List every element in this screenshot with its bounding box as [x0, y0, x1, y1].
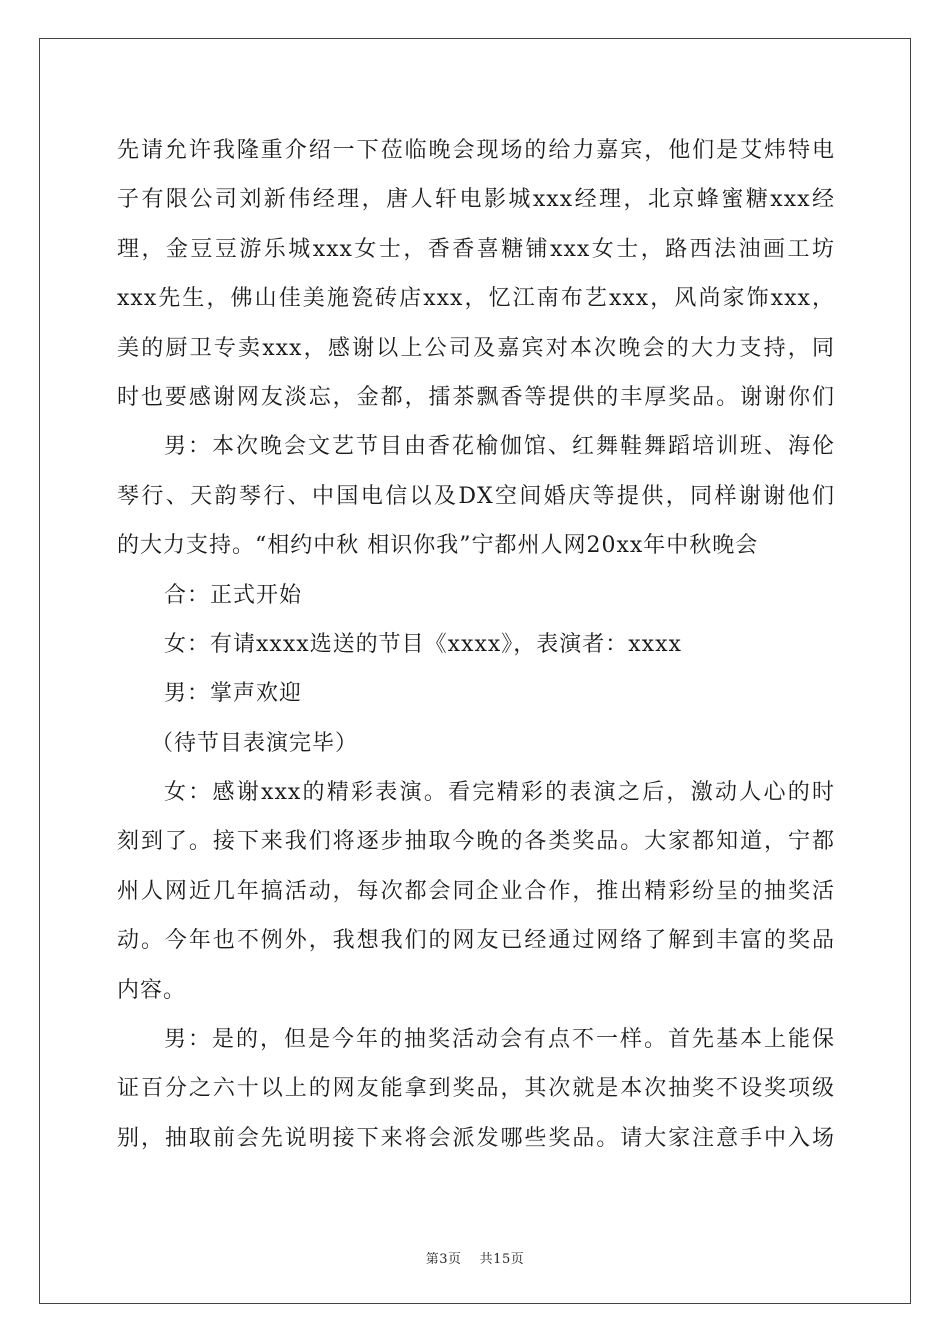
text-line: 州人网近几年搞活动，每次都会同企业合作，推出精彩纷呈的抽奖活 — [117, 878, 835, 904]
document-body — [117, 126, 835, 1163]
text-line: 琴行、天韵琴行、中国电信以及DX空间婚庆等提供，同样谢谢他们 — [117, 483, 835, 509]
text-line: 子有限公司刘新伟经理，唐人轩电影城xxx经理，北京蜂蜜糖xxx经 — [117, 187, 835, 213]
text-line: 男：掌声欢迎 — [164, 681, 303, 707]
page-number: 第3页 共15页 — [425, 1252, 525, 1267]
text-line: 刻到了。接下来我们将逐步抽取今晚的各类奖品。大家都知道，宁都 — [117, 829, 835, 855]
text-line: xxx先生，佛山佳美施瓷砖店xxx，忆江南布艺xxx，风尚家饰xxx， — [117, 286, 835, 312]
text-line: 理，金豆豆游乐城xxx女士，香香喜糖铺xxx女士，路西法油画工坊 — [117, 236, 835, 262]
text-line: 的大力支持。“相约中秋 相识你我”宁都州人网20xx年中秋晚会 — [117, 533, 759, 559]
text-line: 女：感谢xxx的精彩表演。看完精彩的表演之后，激动人心的时 — [164, 780, 835, 806]
text-line: 女：有请xxxx选送的节目《xxxx》，表演者：xxxx — [164, 631, 682, 657]
text-line: 动。今年也不例外，我想我们的网友已经通过网络了解到丰富的奖品 — [117, 928, 835, 954]
text-line: 时也要感谢网友淡忘，金都，擂茶飘香等提供的丰厚奖品。谢谢你们 — [117, 384, 835, 410]
text-line: 内容。 — [117, 977, 187, 1003]
text-line: 别，抽取前会先说明接下来将会派发哪些奖品。请大家注意手中入场 — [117, 1125, 835, 1151]
text-line: 证百分之六十以上的网友能拿到奖品，其次就是本次抽奖不设奖项级 — [117, 1076, 835, 1102]
text-line: （待节目表演完毕） — [151, 730, 359, 756]
text-line: 美的厨卫专卖xxx，感谢以上公司及嘉宾对本次晚会的大力支持，同 — [117, 335, 835, 361]
text-line: 合：正式开始 — [164, 582, 303, 608]
text-line: 先请允许我隆重介绍一下莅临晚会现场的给力嘉宾，他们是艾炜特电 — [117, 138, 835, 163]
text-line: 男：是的，但是今年的抽奖活动会有点不一样。首先基本上能保 — [164, 1027, 835, 1053]
text-line: 男：本次晚会文艺节目由香花榆伽馆、红舞鞋舞蹈培训班、海伦 — [164, 434, 835, 460]
